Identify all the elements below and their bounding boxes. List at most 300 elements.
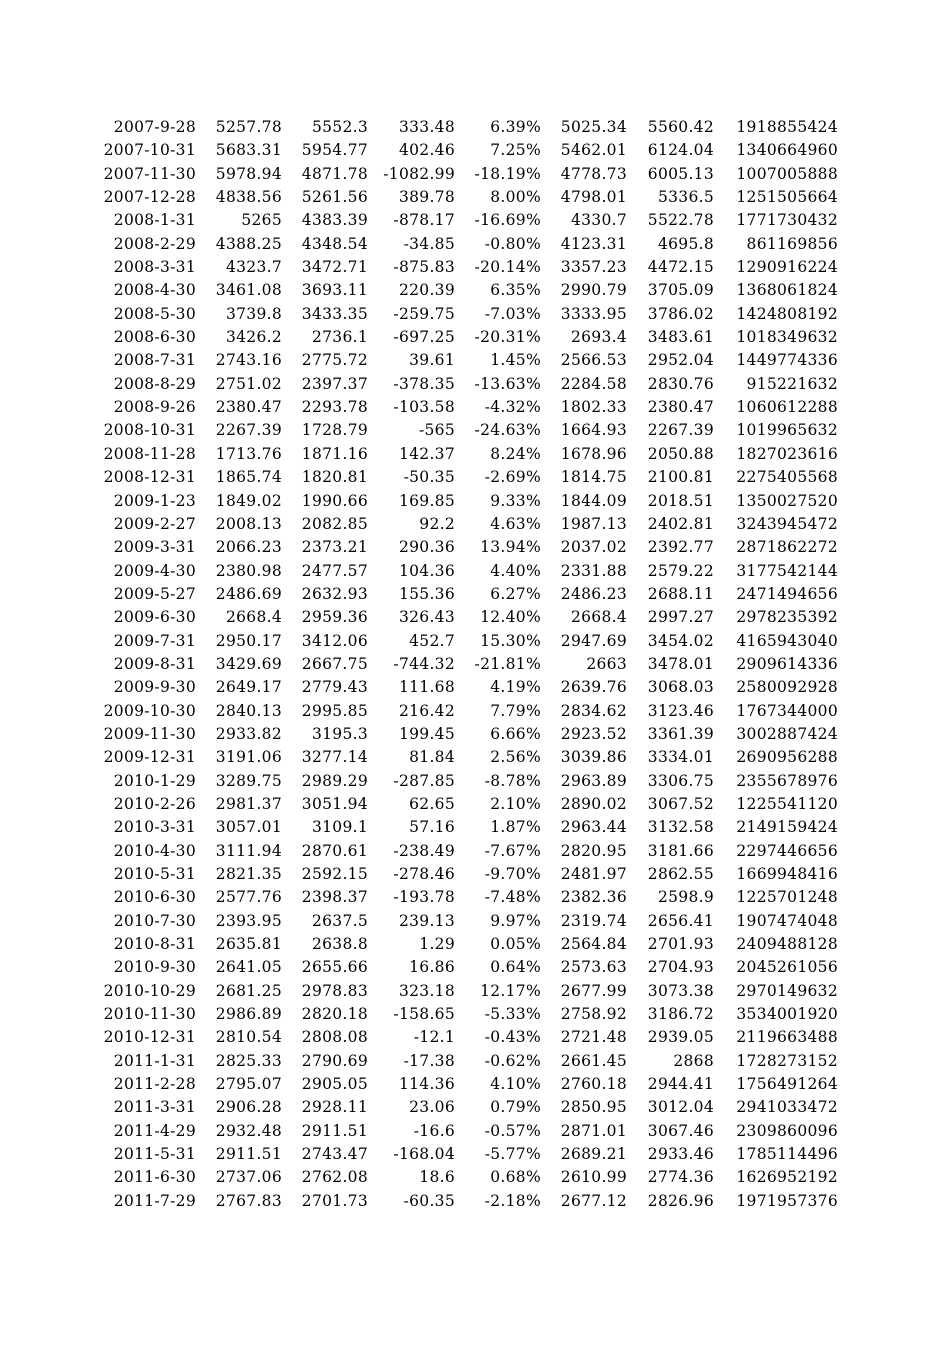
open-cell: 5683.31	[215, 141, 282, 160]
close-cell: 3109.1	[311, 818, 368, 837]
change-cell: 326.43	[398, 608, 455, 627]
change-percent-cell: -18.19%	[474, 164, 541, 183]
high-cell: 3786.02	[647, 304, 714, 323]
change-percent-cell: 2.10%	[490, 794, 541, 813]
open-cell: 3739.8	[225, 304, 282, 323]
volume-cell: 1007005888	[736, 164, 838, 183]
change-percent-cell: 6.35%	[490, 281, 541, 300]
close-cell: 2905.05	[301, 1075, 368, 1094]
table-row	[0, 793, 838, 816]
high-cell: 2939.05	[647, 1028, 714, 1047]
volume-cell: 1971957376	[736, 1191, 838, 1210]
open-cell: 3461.08	[215, 281, 282, 300]
table-row	[0, 326, 838, 349]
open-cell: 2932.48	[215, 1121, 282, 1140]
change-percent-cell: 4.40%	[490, 561, 541, 580]
open-cell: 2911.51	[215, 1145, 282, 1164]
table-row	[0, 303, 838, 326]
low-cell: 1664.93	[560, 421, 627, 440]
volume-cell: 2045261056	[736, 958, 838, 977]
close-cell: 3433.35	[301, 304, 368, 323]
high-cell: 3306.75	[647, 771, 714, 790]
volume-cell: 861169856	[746, 234, 838, 253]
change-cell: 92.2	[419, 514, 455, 533]
high-cell: 2392.77	[647, 538, 714, 557]
change-cell: 111.68	[398, 678, 455, 697]
low-cell: 2610.99	[560, 1168, 627, 1187]
change-cell: -278.46	[393, 865, 455, 883]
change-cell: 239.13	[398, 911, 455, 930]
volume-cell: 2275405568	[736, 468, 838, 487]
date-cell: 2009-4-30	[113, 561, 196, 580]
close-cell: 5954.77	[301, 141, 368, 160]
high-cell: 2656.41	[647, 911, 714, 930]
high-cell: 2050.88	[647, 444, 714, 463]
change-cell: 39.61	[409, 351, 455, 370]
table-row	[0, 209, 838, 232]
high-cell: 2018.51	[647, 491, 714, 510]
table-row	[0, 513, 838, 536]
date-cell: 2010-5-31	[113, 865, 196, 883]
close-cell: 1820.81	[301, 468, 368, 487]
open-cell: 2649.17	[215, 678, 282, 697]
high-cell: 3067.52	[647, 794, 714, 813]
volume-cell: 1018349632	[736, 328, 838, 347]
change-percent-cell: -24.63%	[474, 421, 541, 440]
volume-cell: 1756491264	[736, 1075, 838, 1094]
table-row	[0, 560, 838, 583]
table-row	[0, 1050, 838, 1073]
open-cell: 3426.2	[225, 328, 282, 347]
low-cell: 2677.12	[560, 1191, 627, 1210]
change-percent-cell: -7.03%	[484, 304, 541, 323]
open-cell: 2641.05	[215, 958, 282, 977]
volume-cell: 1669948416	[736, 865, 838, 883]
change-cell: -50.35	[403, 468, 455, 487]
table-row	[0, 910, 838, 933]
high-cell: 2862.55	[647, 865, 714, 883]
table-row	[0, 980, 838, 1003]
table-row	[0, 1096, 838, 1119]
change-percent-cell: -20.14%	[474, 258, 541, 277]
change-percent-cell: 0.05%	[490, 935, 541, 954]
change-percent-cell: 2.56%	[490, 748, 541, 767]
low-cell: 4123.31	[560, 234, 627, 253]
volume-cell: 2471494656	[736, 584, 838, 603]
data-table	[0, 116, 838, 1213]
high-cell: 3181.66	[647, 841, 714, 860]
close-cell: 2655.66	[301, 958, 368, 977]
date-cell: 2010-9-30	[113, 958, 196, 977]
low-cell: 1814.75	[560, 468, 627, 487]
close-cell: 2701.73	[301, 1191, 368, 1210]
high-cell: 4695.8	[657, 234, 714, 253]
close-cell: 2082.85	[301, 514, 368, 533]
open-cell: 2795.07	[215, 1075, 282, 1094]
table-row	[0, 116, 838, 139]
change-percent-cell: 12.17%	[480, 981, 541, 1000]
volume-cell: 2119663488	[736, 1028, 838, 1047]
open-cell: 2380.98	[215, 561, 282, 580]
table-row	[0, 886, 838, 909]
low-cell: 2639.76	[560, 678, 627, 697]
change-cell: -744.32	[393, 654, 455, 673]
close-cell: 5552.3	[311, 118, 368, 136]
change-percent-cell: 9.97%	[490, 911, 541, 930]
high-cell: 5560.42	[647, 118, 714, 136]
change-percent-cell: -21.81%	[474, 654, 541, 673]
high-cell: 2997.27	[647, 608, 714, 627]
low-cell: 2486.23	[560, 584, 627, 603]
volume-cell: 1060612288	[736, 398, 838, 417]
change-cell: 333.48	[398, 118, 455, 136]
change-cell: 220.39	[398, 281, 455, 300]
date-cell: 2008-9-26	[113, 398, 196, 417]
change-percent-cell: 0.68%	[490, 1168, 541, 1187]
change-cell: 199.45	[398, 724, 455, 743]
close-cell: 2978.83	[301, 981, 368, 1000]
close-cell: 3277.14	[301, 748, 368, 767]
volume-cell: 2871862272	[736, 538, 838, 557]
volume-cell: 1827023616	[736, 444, 838, 463]
date-cell: 2008-2-29	[113, 234, 196, 253]
change-cell: -16.6	[413, 1121, 455, 1140]
volume-cell: 2941033472	[736, 1098, 838, 1117]
change-percent-cell: 4.63%	[490, 514, 541, 533]
table-row	[0, 139, 838, 162]
change-cell: 452.7	[409, 631, 455, 650]
high-cell: 5522.78	[647, 211, 714, 230]
open-cell: 2825.33	[215, 1051, 282, 1070]
date-cell: 2008-4-30	[113, 281, 196, 300]
open-cell: 1849.02	[215, 491, 282, 510]
open-cell: 5257.78	[215, 118, 282, 136]
open-cell: 2906.28	[215, 1098, 282, 1117]
low-cell: 2834.62	[560, 701, 627, 720]
low-cell: 2382.36	[560, 888, 627, 907]
low-cell: 2963.89	[560, 771, 627, 790]
date-cell: 2010-11-30	[103, 1005, 196, 1024]
open-cell: 2840.13	[215, 701, 282, 720]
volume-cell: 915221632	[746, 374, 838, 393]
close-cell: 2995.85	[301, 701, 368, 720]
change-cell: -60.35	[403, 1191, 455, 1210]
date-cell: 2009-2-27	[113, 514, 196, 533]
table-row	[0, 349, 838, 372]
low-cell: 2564.84	[560, 935, 627, 954]
high-cell: 3123.46	[647, 701, 714, 720]
volume-cell: 1340664960	[736, 141, 838, 160]
volume-cell: 3177542144	[736, 561, 838, 580]
date-cell: 2010-3-31	[113, 818, 196, 837]
close-cell: 3472.71	[301, 258, 368, 277]
change-percent-cell: 7.79%	[490, 701, 541, 720]
volume-cell: 2409488128	[736, 935, 838, 954]
volume-cell: 2149159424	[736, 818, 838, 837]
change-percent-cell: 0.64%	[490, 958, 541, 977]
open-cell: 3289.75	[215, 771, 282, 790]
close-cell: 2592.15	[301, 865, 368, 883]
change-cell: 104.36	[398, 561, 455, 580]
high-cell: 3012.04	[647, 1098, 714, 1117]
open-cell: 2635.81	[215, 935, 282, 954]
open-cell: 2267.39	[215, 421, 282, 440]
low-cell: 2963.44	[560, 818, 627, 837]
change-cell: -168.04	[393, 1145, 455, 1164]
date-cell: 2008-12-31	[103, 468, 196, 487]
low-cell: 2947.69	[560, 631, 627, 650]
change-percent-cell: 12.40%	[480, 608, 541, 627]
low-cell: 5025.34	[560, 118, 627, 136]
low-cell: 2566.53	[560, 351, 627, 370]
table-row	[0, 933, 838, 956]
change-percent-cell: -16.69%	[474, 211, 541, 230]
open-cell: 4838.56	[215, 188, 282, 207]
close-cell: 1728.79	[301, 421, 368, 440]
table-row	[0, 1026, 838, 1049]
date-cell: 2009-7-31	[113, 631, 196, 650]
high-cell: 5336.5	[657, 188, 714, 207]
table-row	[0, 490, 838, 513]
change-percent-cell: 15.30%	[480, 631, 541, 650]
date-cell: 2009-10-30	[103, 701, 196, 720]
low-cell: 1802.33	[560, 398, 627, 417]
change-percent-cell: -0.57%	[484, 1121, 541, 1140]
table-row	[0, 700, 838, 723]
change-percent-cell: 1.45%	[490, 351, 541, 370]
close-cell: 2959.36	[301, 608, 368, 627]
change-percent-cell: 0.79%	[490, 1098, 541, 1117]
close-cell: 3051.94	[301, 794, 368, 813]
volume-cell: 1728273152	[736, 1051, 838, 1070]
low-cell: 2677.99	[560, 981, 627, 1000]
change-percent-cell: -5.77%	[484, 1145, 541, 1164]
high-cell: 3067.46	[647, 1121, 714, 1140]
volume-cell: 1225701248	[736, 888, 838, 907]
change-cell: -238.49	[393, 841, 455, 860]
date-cell: 2010-10-29	[103, 981, 196, 1000]
change-cell: 114.36	[398, 1075, 455, 1094]
date-cell: 2011-7-29	[113, 1191, 196, 1210]
change-cell: -17.38	[403, 1051, 455, 1070]
date-cell: 2008-10-31	[103, 421, 196, 440]
high-cell: 3068.03	[647, 678, 714, 697]
high-cell: 2598.9	[657, 888, 714, 907]
change-cell: 155.36	[398, 584, 455, 603]
table-row	[0, 1143, 838, 1166]
change-percent-cell: 1.87%	[490, 818, 541, 837]
high-cell: 3454.02	[647, 631, 714, 650]
change-cell: 1.29	[419, 935, 455, 954]
high-cell: 2774.36	[647, 1168, 714, 1187]
low-cell: 2850.95	[560, 1098, 627, 1117]
close-cell: 2373.21	[301, 538, 368, 557]
change-percent-cell: -0.62%	[484, 1051, 541, 1070]
change-cell: -875.83	[393, 258, 455, 277]
change-percent-cell: -2.18%	[484, 1191, 541, 1210]
volume-cell: 1771730432	[736, 211, 838, 230]
table-row	[0, 536, 838, 559]
close-cell: 4348.54	[301, 234, 368, 253]
change-cell: 57.16	[409, 818, 455, 837]
date-cell: 2007-11-30	[103, 164, 196, 183]
volume-cell: 2690956288	[736, 748, 838, 767]
close-cell: 2762.08	[301, 1168, 368, 1187]
high-cell: 2380.47	[647, 398, 714, 417]
high-cell: 3361.39	[647, 724, 714, 743]
change-percent-cell: 7.25%	[490, 141, 541, 160]
change-percent-cell: -5.33%	[484, 1005, 541, 1024]
low-cell: 4798.01	[560, 188, 627, 207]
change-cell: -103.58	[393, 398, 455, 417]
change-cell: 16.86	[409, 958, 455, 977]
close-cell: 2667.75	[301, 654, 368, 673]
low-cell: 2284.58	[560, 374, 627, 393]
change-percent-cell: 13.94%	[480, 538, 541, 557]
close-cell: 2637.5	[311, 911, 368, 930]
low-cell: 2693.4	[570, 328, 627, 347]
table-row	[0, 770, 838, 793]
close-cell: 5261.56	[301, 188, 368, 207]
change-cell: -34.85	[403, 234, 455, 253]
table-row	[0, 373, 838, 396]
change-percent-cell: 4.10%	[490, 1075, 541, 1094]
open-cell: 2008.13	[215, 514, 282, 533]
change-percent-cell: -4.32%	[484, 398, 541, 417]
low-cell: 1987.13	[560, 514, 627, 533]
high-cell: 2868	[673, 1051, 714, 1070]
table-row	[0, 863, 838, 886]
low-cell: 2689.21	[560, 1145, 627, 1164]
change-percent-cell: 6.66%	[490, 724, 541, 743]
date-cell: 2009-1-23	[113, 491, 196, 510]
open-cell: 1865.74	[215, 468, 282, 487]
change-cell: 81.84	[409, 748, 455, 767]
volume-cell: 2580092928	[736, 678, 838, 697]
close-cell: 4383.39	[301, 211, 368, 230]
open-cell: 2933.82	[215, 724, 282, 743]
low-cell: 2573.63	[560, 958, 627, 977]
open-cell: 5978.94	[215, 164, 282, 183]
date-cell: 2011-5-31	[113, 1145, 196, 1164]
high-cell: 3132.58	[647, 818, 714, 837]
high-cell: 2830.76	[647, 374, 714, 393]
table-row	[0, 443, 838, 466]
date-cell: 2010-4-30	[113, 841, 196, 860]
low-cell: 3333.95	[560, 304, 627, 323]
volume-cell: 2297446656	[736, 841, 838, 860]
open-cell: 2821.35	[215, 865, 282, 883]
high-cell: 2826.96	[647, 1191, 714, 1210]
date-cell: 2008-11-28	[103, 444, 196, 463]
date-cell: 2008-8-29	[113, 374, 196, 393]
volume-cell: 2978235392	[736, 608, 838, 627]
volume-cell: 2909614336	[736, 654, 838, 673]
change-percent-cell: 6.27%	[490, 584, 541, 603]
date-cell: 2007-9-28	[113, 118, 196, 136]
high-cell: 2944.41	[647, 1075, 714, 1094]
open-cell: 2668.4	[225, 608, 282, 627]
table-row	[0, 653, 838, 676]
open-cell: 2393.95	[215, 911, 282, 930]
close-cell: 2989.29	[301, 771, 368, 790]
change-cell: 216.42	[398, 701, 455, 720]
date-cell: 2010-7-30	[113, 911, 196, 930]
volume-cell: 4165943040	[736, 631, 838, 650]
change-cell: -12.1	[413, 1028, 455, 1047]
high-cell: 2701.93	[647, 935, 714, 954]
volume-cell: 3243945472	[736, 514, 838, 533]
change-percent-cell: -13.63%	[474, 374, 541, 393]
table-row	[0, 956, 838, 979]
high-cell: 3073.38	[647, 981, 714, 1000]
table-row	[0, 233, 838, 256]
volume-cell: 1907474048	[736, 911, 838, 930]
change-cell: -1082.99	[383, 164, 455, 183]
change-cell: 290.36	[398, 538, 455, 557]
low-cell: 3039.86	[560, 748, 627, 767]
change-cell: 169.85	[398, 491, 455, 510]
low-cell: 2663	[586, 654, 627, 673]
low-cell: 2721.48	[560, 1028, 627, 1047]
table-row	[0, 396, 838, 419]
spreadsheet-page	[0, 116, 950, 1213]
volume-cell: 2309860096	[736, 1121, 838, 1140]
change-percent-cell: 4.19%	[490, 678, 541, 697]
close-cell: 2293.78	[301, 398, 368, 417]
high-cell: 4472.15	[647, 258, 714, 277]
table-row	[0, 1120, 838, 1143]
close-cell: 2808.08	[301, 1028, 368, 1047]
table-row	[0, 1003, 838, 1026]
table-row	[0, 466, 838, 489]
date-cell: 2008-7-31	[113, 351, 196, 370]
high-cell: 3186.72	[647, 1005, 714, 1024]
table-row	[0, 1166, 838, 1189]
volume-cell: 1290916224	[736, 258, 838, 277]
date-cell: 2010-6-30	[113, 888, 196, 907]
change-cell: -287.85	[393, 771, 455, 790]
low-cell: 5462.01	[560, 141, 627, 160]
high-cell: 2952.04	[647, 351, 714, 370]
change-cell: -259.75	[393, 304, 455, 323]
date-cell: 2010-1-29	[113, 771, 196, 790]
change-percent-cell: -7.67%	[484, 841, 541, 860]
close-cell: 2779.43	[301, 678, 368, 697]
change-cell: -565	[418, 421, 455, 440]
high-cell: 2100.81	[647, 468, 714, 487]
date-cell: 2011-6-30	[113, 1168, 196, 1187]
date-cell: 2009-12-31	[103, 748, 196, 767]
change-percent-cell: -2.69%	[484, 468, 541, 487]
volume-cell: 1019965632	[736, 421, 838, 440]
change-percent-cell: 6.39%	[490, 118, 541, 136]
date-cell: 2009-9-30	[113, 678, 196, 697]
change-cell: -158.65	[393, 1005, 455, 1024]
volume-cell: 1225541120	[736, 794, 838, 813]
table-row	[0, 723, 838, 746]
date-cell: 2010-2-26	[113, 794, 196, 813]
high-cell: 2933.46	[647, 1145, 714, 1164]
table-row	[0, 256, 838, 279]
change-cell: 18.6	[419, 1168, 455, 1187]
change-cell: 402.46	[398, 141, 455, 160]
date-cell: 2009-3-31	[113, 538, 196, 557]
close-cell: 1871.16	[301, 444, 368, 463]
change-cell: -193.78	[393, 888, 455, 907]
date-cell: 2010-12-31	[103, 1028, 196, 1047]
close-cell: 2743.47	[301, 1145, 368, 1164]
